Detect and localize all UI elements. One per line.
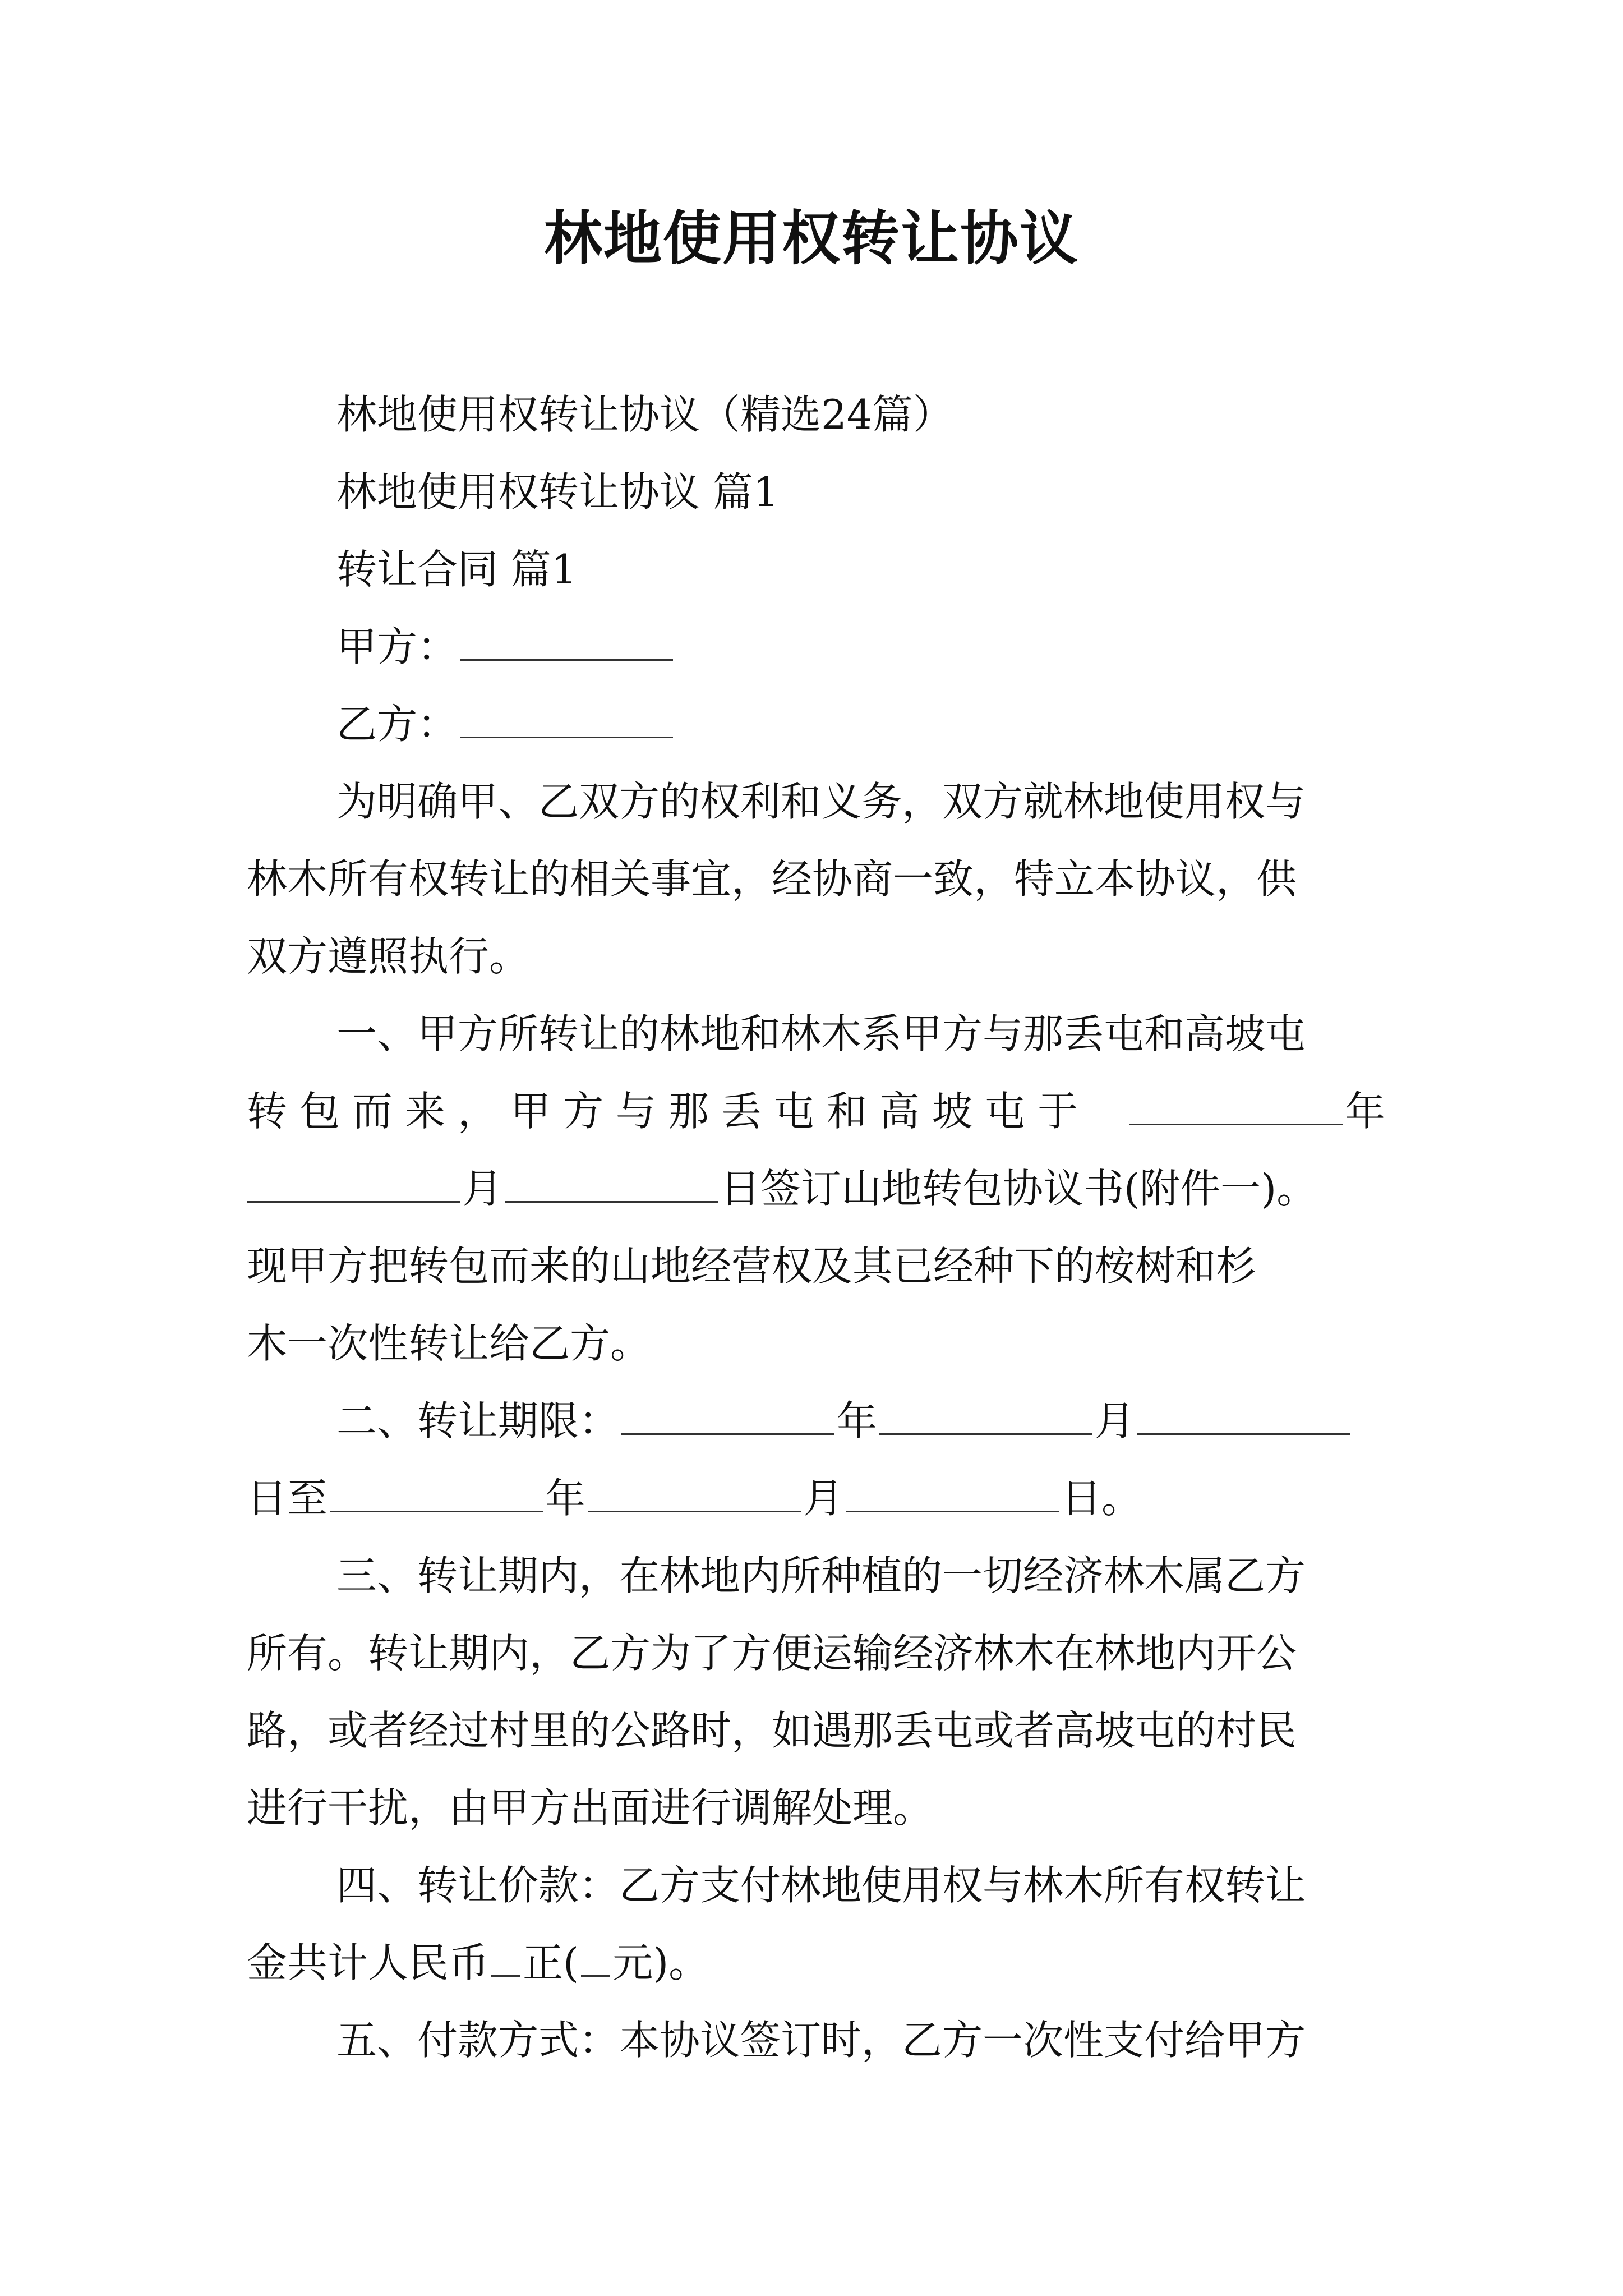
- text-line: 金共计人民币: [247, 1939, 490, 1986]
- text-line: 林地使用权转让协议（精选24篇）: [336, 391, 953, 438]
- text-line: 转包而来，甲方与那丢屯和高坡屯于: [247, 1088, 1091, 1135]
- amount-number-blank: [581, 1939, 610, 1977]
- year-blank: [330, 1475, 543, 1512]
- subtitle-contract: [247, 531, 1385, 608]
- paragraph-line: [247, 1227, 1385, 1305]
- party-a-label: 甲方：: [336, 623, 458, 670]
- paragraph-line: [247, 763, 1385, 840]
- day-blank: [846, 1475, 1059, 1512]
- text-line: 转让合同 篇1: [336, 546, 577, 593]
- month-blank: [588, 1475, 801, 1512]
- text-line: 现甲方把转包而来的山地经营权及其已经种下的桉树和杉: [247, 1243, 1257, 1290]
- text-line: 五、付款方式：本协议签订时，乙方一次性支付给甲方: [336, 2017, 1306, 2064]
- text-line: 路，或者经过村里的公路时，如遇那丢屯或者高坡屯的村民: [247, 1707, 1297, 1754]
- paragraph-line: [247, 2001, 1385, 2079]
- text-line: 年: [1344, 1088, 1385, 1135]
- paragraph-line: [247, 995, 1385, 1073]
- text-line: 年: [545, 1475, 586, 1522]
- party-a-blank: [460, 623, 673, 661]
- document-body: [247, 376, 1385, 2079]
- text-line: 一、甲方所转让的林地和林木系甲方与那丢屯和高坡屯: [336, 1010, 1306, 1057]
- text-line: 林地使用权转让协议 篇1: [336, 468, 779, 516]
- text-line: 双方遵照执行。: [247, 933, 530, 980]
- year-blank: [1129, 1088, 1343, 1125]
- month-blank: [247, 1165, 460, 1203]
- paragraph-line: [247, 1460, 1385, 1537]
- text-line: 月: [462, 1165, 503, 1212]
- text-line: 林木所有权转让的相关事宜，经协商一致，特立本协议，供: [247, 855, 1297, 903]
- text-line: 四、转让价款：乙方支付林地使用权与林木所有权转让: [336, 1862, 1306, 1909]
- paragraph-line: [247, 1305, 1385, 1382]
- text-line: 日。: [1061, 1475, 1142, 1522]
- party-b-label: 乙方：: [336, 701, 458, 748]
- subtitle-collection: [247, 376, 1385, 453]
- paragraph-line: [247, 1769, 1385, 1847]
- party-a-line: [247, 608, 1385, 685]
- subtitle-article: [247, 453, 1385, 531]
- day-blank: [505, 1165, 718, 1203]
- text-line: 元)。: [612, 1939, 709, 1986]
- text-line: 二、转让期限：: [336, 1397, 620, 1444]
- document-title: 林地使用权转让协议: [543, 204, 1079, 273]
- paragraph-line: [247, 840, 1385, 918]
- text-line: 年: [837, 1397, 878, 1444]
- text-line: 木一次性转让给乙方。: [247, 1320, 651, 1367]
- amount-blank: [491, 1939, 520, 1977]
- text-line: 所有。转让期内，乙方为了方便运输经济林木在林地内开公: [247, 1630, 1297, 1677]
- text-line: 正(: [523, 1939, 579, 1986]
- paragraph-line: [247, 1150, 1385, 1227]
- paragraph-line: [247, 918, 1385, 995]
- text-line: 日至: [247, 1475, 328, 1522]
- text-line: 月: [1095, 1397, 1136, 1444]
- paragraph-line: [247, 1382, 1385, 1460]
- paragraph-line: [247, 1073, 1385, 1150]
- text-line: 三、转让期内，在林地内所种植的一切经济林木属乙方: [336, 1552, 1306, 1599]
- party-b-blank: [460, 701, 673, 738]
- text-line: 进行干扰，由甲方出面进行调解处理。: [247, 1784, 934, 1832]
- paragraph-line: [247, 1614, 1385, 1692]
- text-line: 为明确甲、乙双方的权利和义务，双方就林地使用权与: [336, 778, 1306, 825]
- date-fragment: [1127, 1073, 1385, 1150]
- paragraph-line: [247, 1537, 1385, 1614]
- paragraph-line: [247, 1924, 1385, 2001]
- text-line: 日签订山地转包协议书(附件一)。: [720, 1165, 1317, 1212]
- paragraph-line: [247, 1847, 1385, 1924]
- year-blank: [621, 1397, 834, 1435]
- text-line: 月: [803, 1475, 844, 1522]
- paragraph-line: [247, 1692, 1385, 1769]
- day-blank: [1137, 1397, 1350, 1435]
- party-b-line: [247, 685, 1385, 763]
- month-blank: [879, 1397, 1092, 1435]
